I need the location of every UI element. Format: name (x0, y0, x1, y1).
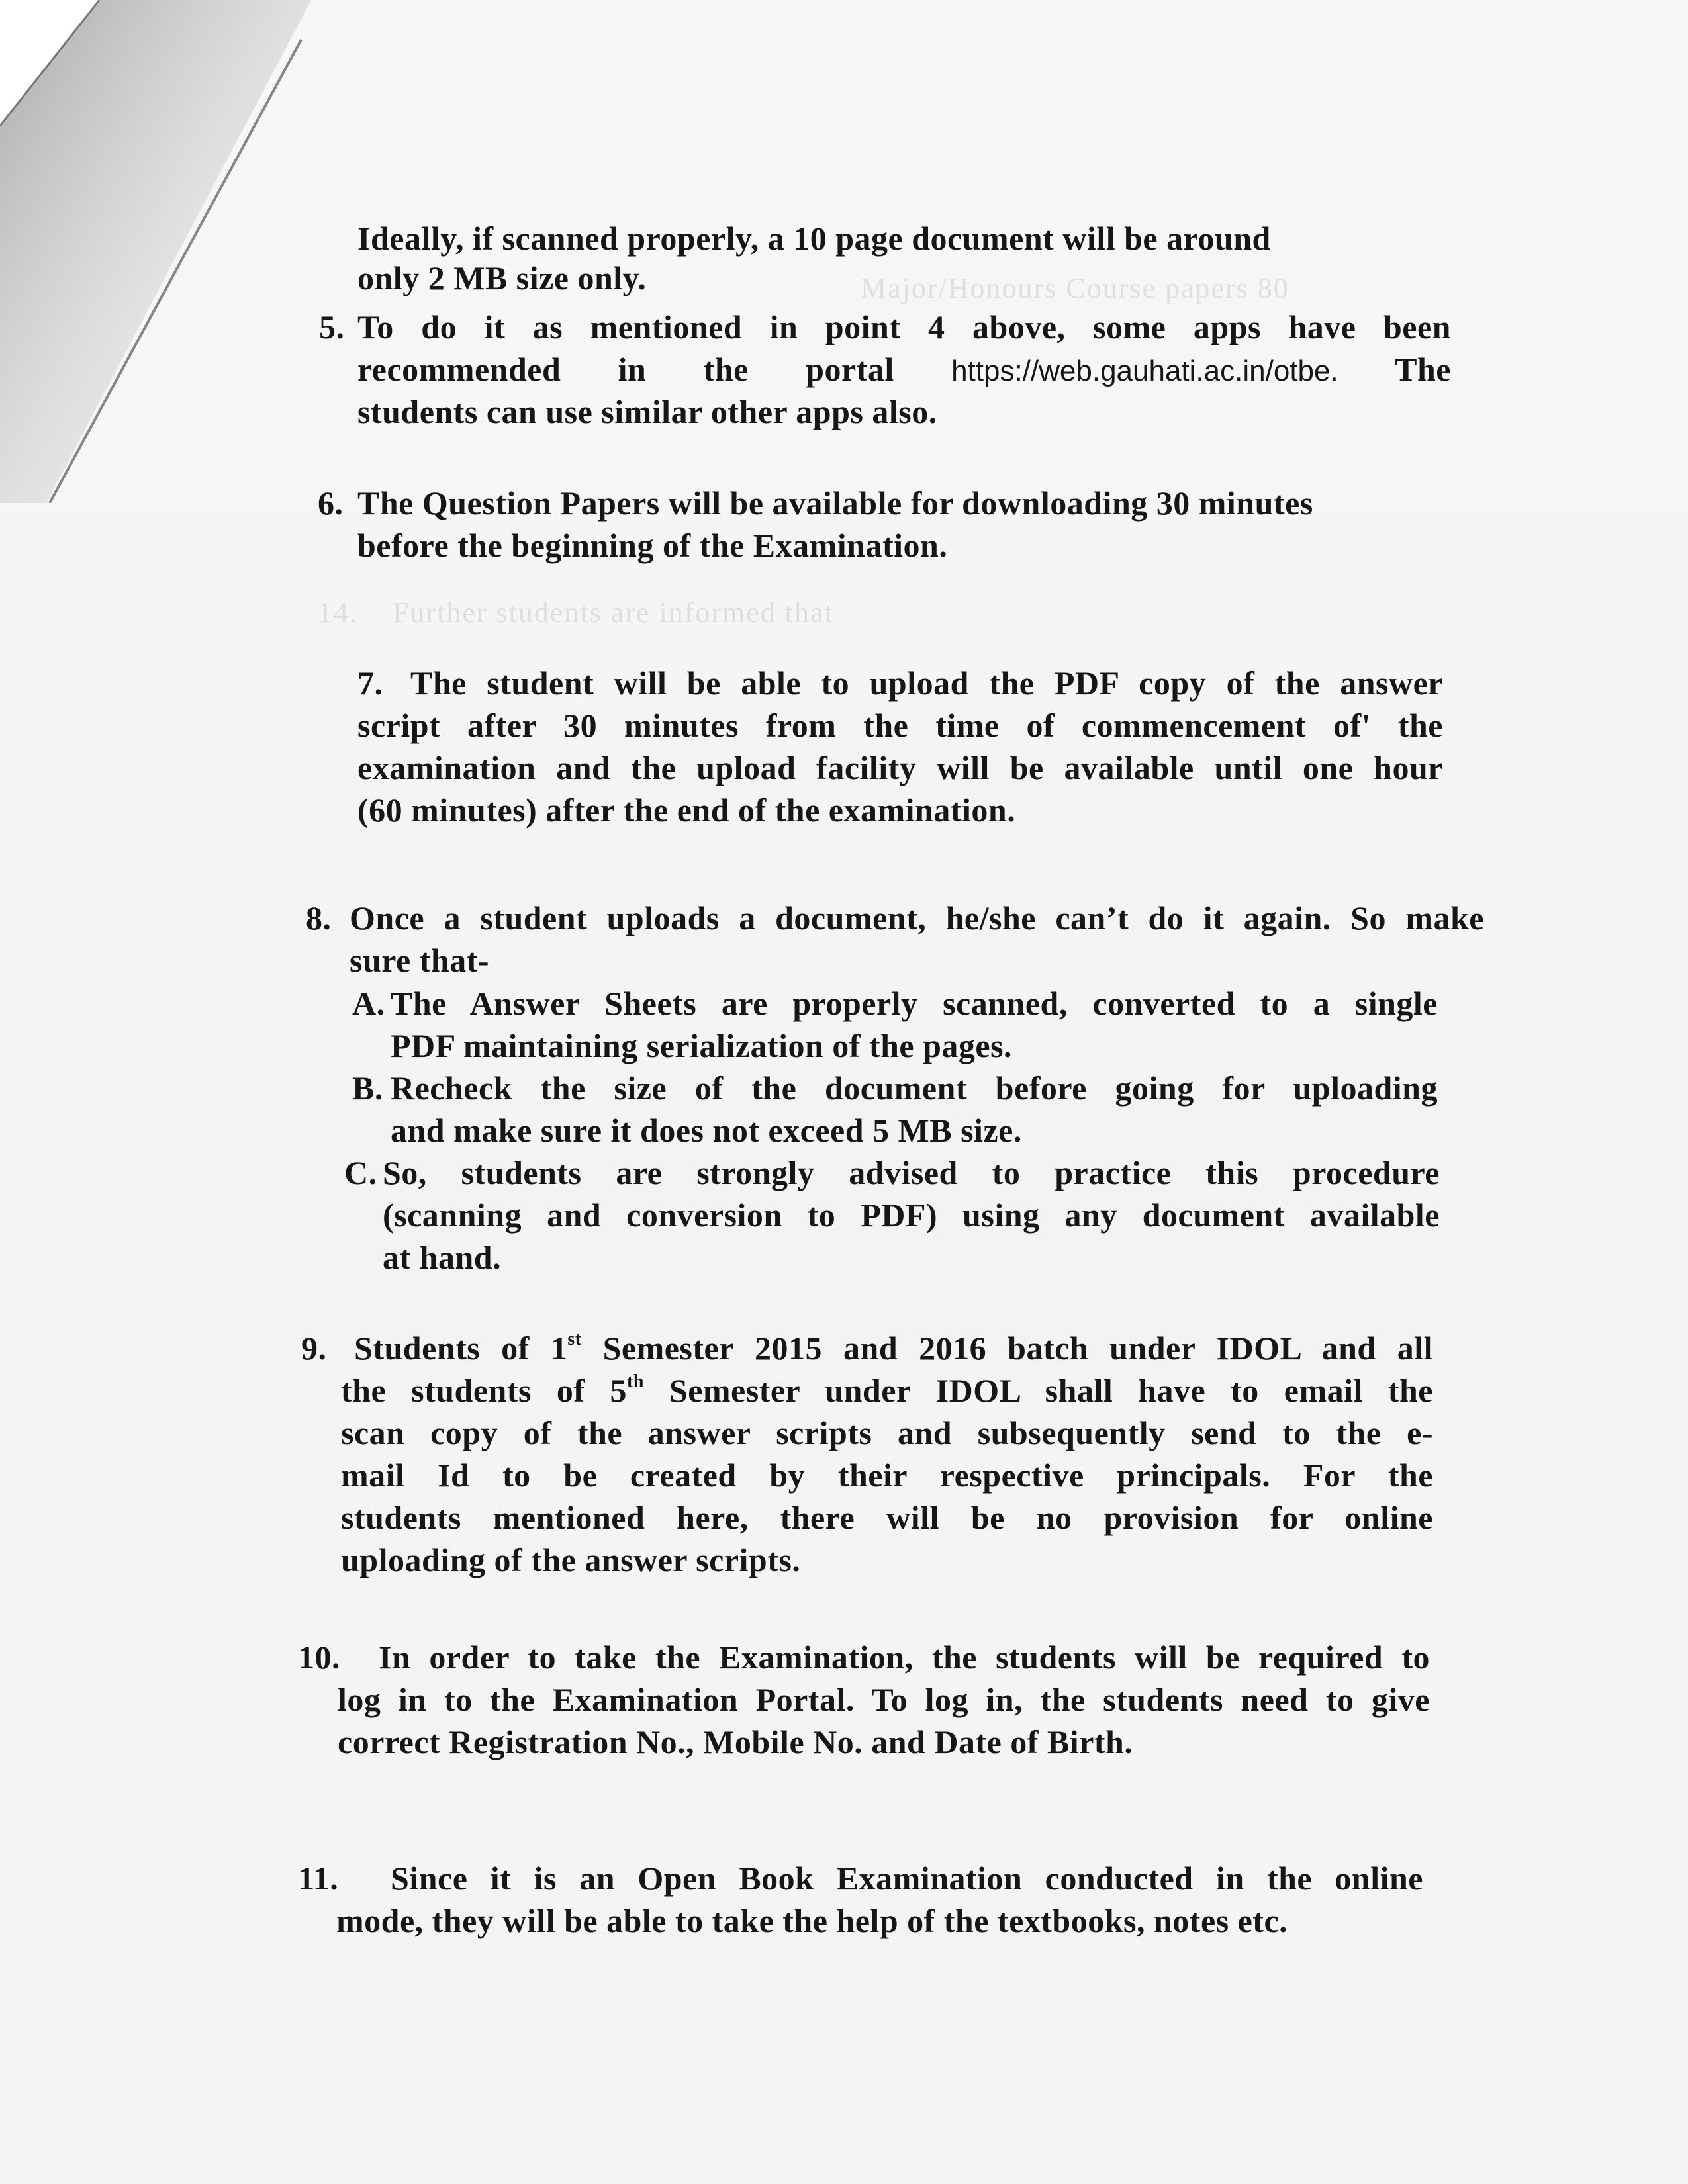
item-4-continuation (357, 217, 1271, 299)
item-number: 5. (319, 308, 345, 345)
item-number: 9. (301, 1330, 327, 1367)
ordinal-suffix: th (627, 1371, 644, 1392)
item-9-line-4: mail Id to be created by their respective principals. For the (341, 1457, 1433, 1494)
item-number: 8. (306, 899, 332, 936)
item-11-line-1: Since it is an Open Book Examination conducted in the online (391, 1860, 1423, 1897)
item-11 (298, 1857, 1423, 1939)
portal-link[interactable]: https://web.gauhati.ac.in/otbe. (951, 355, 1338, 387)
item-4-line: only 2 MB size only. (357, 259, 647, 296)
item-9-line-5: students mentioned here, there will be no provision for online (341, 1499, 1433, 1536)
bleed-through-text: Major/Honours Course papers 80 (861, 272, 1289, 304)
item-9-line-6: uploading of the answer scripts. (341, 1541, 801, 1578)
item-8-line-1: Once a student uploads a document, he/she can’t do it again. So make (350, 899, 1484, 936)
item-5-line-2 (357, 348, 1451, 392)
item-11-line-2: mode, they will be able to take the help of the textbooks, notes etc. (336, 1902, 1288, 1939)
item-7 (357, 662, 1443, 829)
item-number: 11. (298, 1860, 339, 1897)
item-9-text: Semester 2015 and 2016 batch under IDOL and all (602, 1330, 1433, 1367)
item-10-line-2: log in to the Examination Portal. To log in, the students need to give (338, 1681, 1430, 1718)
sub-c-line-1: So, students are strongly advised to practice this procedure (383, 1154, 1440, 1191)
item-9-line-3: scan copy of the answer scripts and subsequently send to the e- (341, 1414, 1433, 1451)
item-7-line-1: The student will be able to upload the PDF copy of the answer (410, 664, 1443, 702)
folded-corner-shadow (0, 0, 344, 503)
bleed-through-text: 14. Further students are informed that (318, 596, 834, 629)
item-6-line-1: The Question Papers will be available for downloading 30 minutes (357, 484, 1313, 522)
item-9-text: Semester under IDOL shall have to email the (669, 1372, 1433, 1409)
item-6-line-2: before the beginning of the Examination. (357, 527, 948, 564)
item-9-line-1 (354, 1327, 1433, 1369)
item-number: 10. (298, 1639, 340, 1676)
item-8-line-2: sure that- (350, 942, 490, 979)
ordinal-suffix: st (567, 1329, 582, 1349)
sub-item-label: B. (352, 1069, 383, 1107)
item-5-text: The (1395, 351, 1451, 388)
sub-item-label: A. (352, 985, 385, 1022)
item-number: 6. (318, 484, 344, 522)
item-7-line-2: script after 30 minutes from the time of commencement of' the (357, 707, 1443, 744)
item-7-line-3: examination and the upload facility will be available until one hour (357, 749, 1443, 786)
sub-a-line-1: The Answer Sheets are properly scanned, converted to a single (391, 985, 1438, 1022)
item-8-sub-b (352, 1067, 1438, 1149)
item-5 (319, 306, 1451, 430)
item-8 (306, 897, 1484, 979)
item-6 (318, 482, 1313, 564)
item-9 (301, 1327, 1433, 1578)
sub-a-line-2: PDF maintaining serialization of the pages. (391, 1027, 1013, 1064)
item-10-line-1: In order to take the Examination, the students will be required to (379, 1639, 1430, 1676)
item-10 (298, 1636, 1430, 1760)
item-4-line: Ideally, if scanned properly, a 10 page document will be around (357, 220, 1271, 257)
item-8-sub-c (344, 1152, 1440, 1276)
item-5-text: recommended in the portal (357, 351, 894, 388)
item-8-sub-a (352, 982, 1438, 1064)
sub-b-line-1: Recheck the size of the document before going for uploading (391, 1069, 1438, 1107)
item-7-line-4: (60 minutes) after the end of the examination. (357, 792, 1016, 829)
sub-b-line-2: and make sure it does not exceed 5 MB size. (391, 1112, 1022, 1149)
item-9-line-2 (341, 1369, 1433, 1412)
item-9-text: Students of 1 (354, 1330, 568, 1367)
item-9-text: the students of 5 (341, 1372, 628, 1409)
sub-item-label: C. (344, 1154, 377, 1191)
item-5-line-1: To do it as mentioned in point 4 above, some apps have been (357, 308, 1451, 345)
sub-c-line-3: at hand. (383, 1239, 502, 1276)
item-number: 7. (357, 664, 383, 702)
item-5-line-3: students can use similar other apps also. (357, 393, 937, 430)
item-10-line-3: correct Registration No., Mobile No. and Date of Birth. (338, 1723, 1133, 1760)
sub-c-line-2: (scanning and conversion to PDF) using any document available (383, 1197, 1440, 1234)
